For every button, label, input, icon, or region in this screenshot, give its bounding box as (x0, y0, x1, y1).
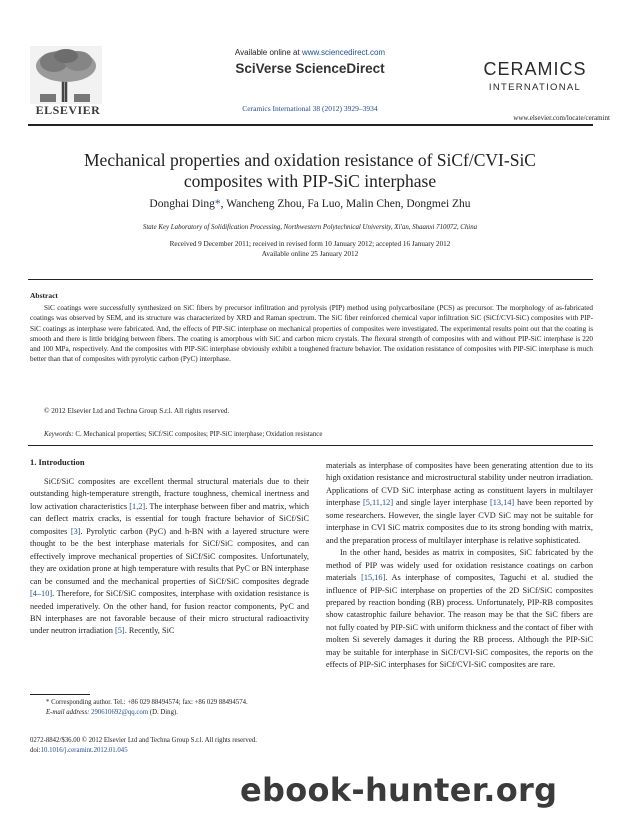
abstract-bottom-rule (28, 445, 593, 446)
keywords-label: Keywords: (44, 431, 74, 438)
abstract-top-rule (28, 279, 593, 280)
keywords-list: C. Mechanical properties; SiCf/SiC composites; PIP-SiC interphase; Oxidation resistance (75, 431, 323, 438)
continued-paragraph (326, 460, 593, 547)
doi-label: doi: (30, 746, 41, 754)
citation-ref[interactable]: [5,11,12] (362, 498, 394, 508)
intro-paragraph (30, 476, 309, 638)
right-column (326, 460, 593, 672)
footnote (46, 698, 310, 717)
text-run: . Pyrolytic carbon (PyC) and h-BN with a layered structure were thought to be the best interphase materials for SiCf/SiC composites, and can effectively improve mechanical properties of SiCf/SiC composites. Unfortunately, they are oxidation prone at high temperature with results that PyC or BN interphase can be consumed and the mechanical properties of SiCf/SiC composites degrade (30, 526, 310, 586)
second-paragraph (326, 547, 593, 672)
text-run: In the other hand, besides as matrix in composites, SiC fabricated by the method of PIP was widely used for oxidation resistance coatings on carbon materials (326, 548, 593, 583)
text-run: . Recently, SiC (124, 626, 175, 636)
email-label: E-mail address: (46, 708, 90, 716)
publisher-logo-text: ELSEVIER (35, 103, 101, 117)
citation-ref[interactable]: [4–10] (30, 589, 53, 599)
email-suffix: (D. Ding). (148, 708, 178, 716)
issn-line: 0272-8842/$36.00 © 2012 Elsevier Ltd and Techna Group S.r.l. All rights reserved. (30, 737, 257, 744)
section-heading: 1. Introduction (30, 457, 85, 467)
text-run: . Therefore, for SiCf/SiC composites, interphase with oxidation resistance is needed imperatively. On the other hand, for fusion reactor components, PyC and BN interphases are not favorable because of their micro structural radioactivity under neutron irradiation (30, 589, 309, 636)
issn-block (30, 736, 257, 755)
title-line-2: composites with PIP-SiC interphase (183, 171, 437, 191)
text-run: SiCf/SiC composites are excellent thermal structural materials due to their outstanding high-temperature strength, fracture toughness, chemical inertness and low activation characteristics (30, 477, 309, 511)
journal-url: www.elsevier.com/locate/ceramint (513, 114, 610, 122)
text-run: materials as interphase of composites have been generating attention due to its high oxidation resistance and microstructural stability under neutron irradiation. Applications of CVD SiC interphase acting as constituent layers in multilayer interphase (326, 461, 593, 508)
other-authors: , Wancheng Zhou, Fa Luo, Malin Chen, Dongmei Zhu (220, 198, 471, 210)
title-line-1: Mechanical properties and oxidation resistance of SiCf/CVI-SiC (84, 150, 536, 170)
watermark: ebook-hunter.org (240, 771, 558, 809)
header-rule (28, 124, 593, 126)
text-run: . As interphase of composites, Taguchi et al. studied the influence of PIP-SiC interphase on properties of the 2D SiCf/SiC composites prepared by reaction bonding (RB) process. Unfortunately, PIP-RB composites show catastrophic failure behavior. The reason may be that the SiC fibers are not fully coated by PIP-SiC with uniform thickness and the contact of fiber with molten Si severely damages it during the RB process. Although the PIP-SiC may be suitable for interphase in SiCf/CVI-SiC composites, the reports on the effects of PIP-SiC interphases for SiCf/CVI-SiC composites are rare. (326, 573, 593, 670)
footnote-rule (30, 694, 90, 695)
abstract-body: SiC coatings were successfully synthesized on SiC fibers by precursor infiltration and pyrolysis (PIP) method using polycarbosilane (PCS) as precursor. The morphology of as-fabricated coatings was observed by SEM, and its structure was characterized by XRD and Raman spectrum. The SiC fiber reinforced chemical vapor infiltration SiC (SiCf/CVI-SiC) composites with PIP-SiC coatings as interphase were fabricated. And, the effects of PIP-SiC interphase on mechanical properties of composites were investigated. The experimental results point out that the coating is smooth and there is little bridging between fibers. The coating is amorphous with SiC and carbon micro crystals. The flexural strength of composites with and without PIP-SiC interphase is 220 and 100 MPa, respectively. And the composites with PIP-SiC interphase obviously exhibit a toughened fracture behavior. The oxidation resistance of composites with PIP-SiC interphase is much better than that of composites with pyrolytic carbon (PyC) interphase. (30, 304, 593, 364)
doi-link[interactable]: 10.1016/j.ceramint.2012.01.045 (40, 746, 128, 754)
doi-line (30, 746, 257, 756)
corresponding-author-note: * Corresponding author. Tel.: +86 029 88494574; fax: +86 029 88494574. (46, 699, 248, 706)
text-run: have been reported by some researchers. However, the single layer CVD SiC may not be suitable for interphase in CVI SiC matrix composites due to its strong bonding with matrix, and the preparation process of multilayer interphase is relative sophisticated. (326, 498, 593, 545)
citation-ref[interactable]: [15,16] (361, 573, 386, 583)
email-line (46, 708, 310, 718)
text-run: and single layer interphase (393, 498, 490, 508)
journal-citation-link[interactable]: Ceramics International 38 (2012) 3929–3934 (242, 104, 378, 113)
email-link[interactable]: 290610692@qq.com (91, 708, 149, 716)
citation-ref[interactable]: [1,2] (129, 501, 146, 511)
journal-logo-subtitle: INTERNATIONAL (488, 82, 582, 93)
available-online-line (190, 48, 430, 57)
sciencedirect-link[interactable]: www.sciencedirect.com (301, 48, 386, 57)
article-dates (60, 239, 560, 259)
left-column (30, 476, 309, 638)
article-title (60, 150, 560, 192)
received-dates: Received 9 December 2011; received in revised form 10 January 2012; accepted 16 January 2012 (169, 240, 451, 248)
citation-ref[interactable]: [13,14] (490, 498, 515, 508)
citation-ref[interactable]: [5] (115, 626, 125, 636)
available-online-date: Available online 25 January 2012 (261, 250, 359, 258)
citation-ref[interactable]: [3] (70, 526, 81, 536)
abstract-heading: Abstract (30, 291, 58, 300)
text-run: . The interphase between fiber and matrix, which can deflect matrix cracks, is essential for tough fracture behavior of SiCf/SiC composites (30, 501, 309, 536)
first-author: Donghai Ding (149, 198, 215, 210)
affiliation: State Key Laboratory of Solidification Processing, Northwestern Polytechnical University, Xi'an, Shaanxi 710072, China (142, 224, 478, 231)
corresponding-author-mark[interactable]: * (214, 198, 221, 210)
keywords (44, 431, 322, 438)
available-prefix: Available online at (234, 48, 302, 57)
journal-logo-title: CERAMICS (483, 59, 587, 79)
sciverse-logo-text: SciVerse ScienceDirect (235, 61, 385, 76)
abstract-copyright: © 2012 Elsevier Ltd and Techna Group S.r.l. All rights reserved. (44, 407, 230, 415)
author-list (60, 198, 560, 210)
elsevier-tree-logo (30, 46, 102, 104)
